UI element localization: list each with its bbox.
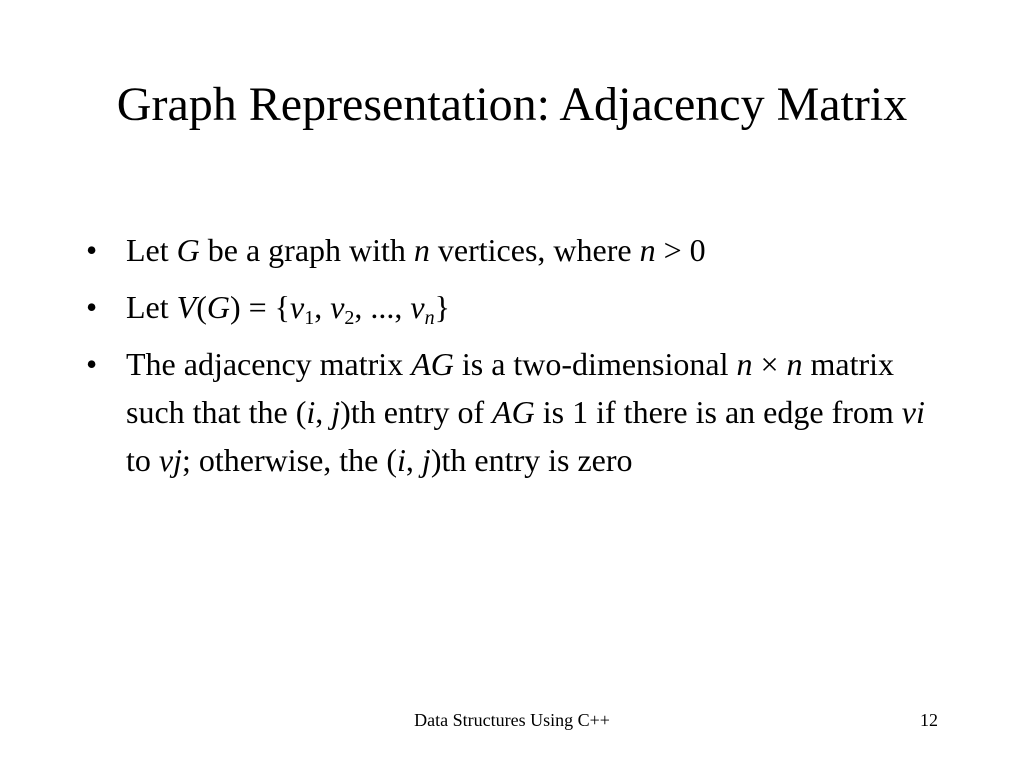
math-var: n [413, 232, 430, 268]
math-var: V [176, 289, 197, 325]
math-subscript: n [424, 307, 435, 329]
bullet-text: is a two-dimensional [453, 346, 737, 382]
math-var: AG [411, 346, 454, 382]
page-number: 12 [920, 710, 938, 730]
math-subscript: 1 [304, 307, 315, 329]
bullet-item-adjacency-definition [0, 340, 1024, 484]
math-var: i [306, 394, 316, 430]
math-var: G [176, 232, 200, 268]
math-var: vj [158, 442, 182, 478]
math-var: AG [492, 394, 535, 430]
bullet-mark: • [86, 346, 98, 382]
bullet-text: to [126, 442, 159, 478]
bullet-text: matrix such that the ( [126, 346, 895, 430]
math-subscript: 2 [344, 307, 355, 329]
bullet-text: be a graph with [199, 232, 414, 268]
bullet-text: )th entry is zero [430, 442, 633, 478]
bullet-text: is 1 if there is an edge from [534, 394, 902, 430]
math-var: n [639, 232, 656, 268]
bullet-text: , [314, 289, 331, 325]
bullet-text: )th entry of [340, 394, 493, 430]
bullet-text: , ..., [354, 289, 411, 325]
math-var: n [736, 346, 753, 382]
bullet-item-vertex-set [0, 283, 1024, 331]
bullet-text: ) = { [229, 289, 291, 325]
bullet-text: Let [126, 289, 177, 325]
bullet-text: } [434, 289, 450, 325]
math-var: G [206, 289, 230, 325]
bullet-text: , [315, 394, 332, 430]
math-var: n [786, 346, 803, 382]
slide-title: Graph Representation: Adjacency Matrix [116, 78, 908, 131]
bullet-list [0, 226, 1024, 493]
footer-course-title: Data Structures Using C++ [414, 710, 610, 730]
bullet-text: vertices, where [429, 232, 640, 268]
math-var: i [397, 442, 406, 478]
math-var: v [410, 289, 425, 325]
bullet-text: ; otherwise, the ( [181, 442, 398, 478]
math-var: v [290, 289, 305, 325]
math-var: vi [901, 394, 925, 430]
math-var: v [330, 289, 345, 325]
bullet-mark: • [86, 232, 98, 268]
math-var: j [331, 394, 341, 430]
bullet-text: ( [196, 289, 207, 325]
bullet-text: Let [126, 232, 177, 268]
math-var: j [421, 442, 431, 478]
bullet-text: The adjacency matrix [126, 346, 412, 382]
bullet-item-vertices [0, 226, 1024, 274]
bullet-text: × [752, 346, 787, 382]
bullet-text: > 0 [655, 232, 706, 268]
bullet-text: , [405, 442, 422, 478]
bullet-mark: • [86, 289, 98, 325]
